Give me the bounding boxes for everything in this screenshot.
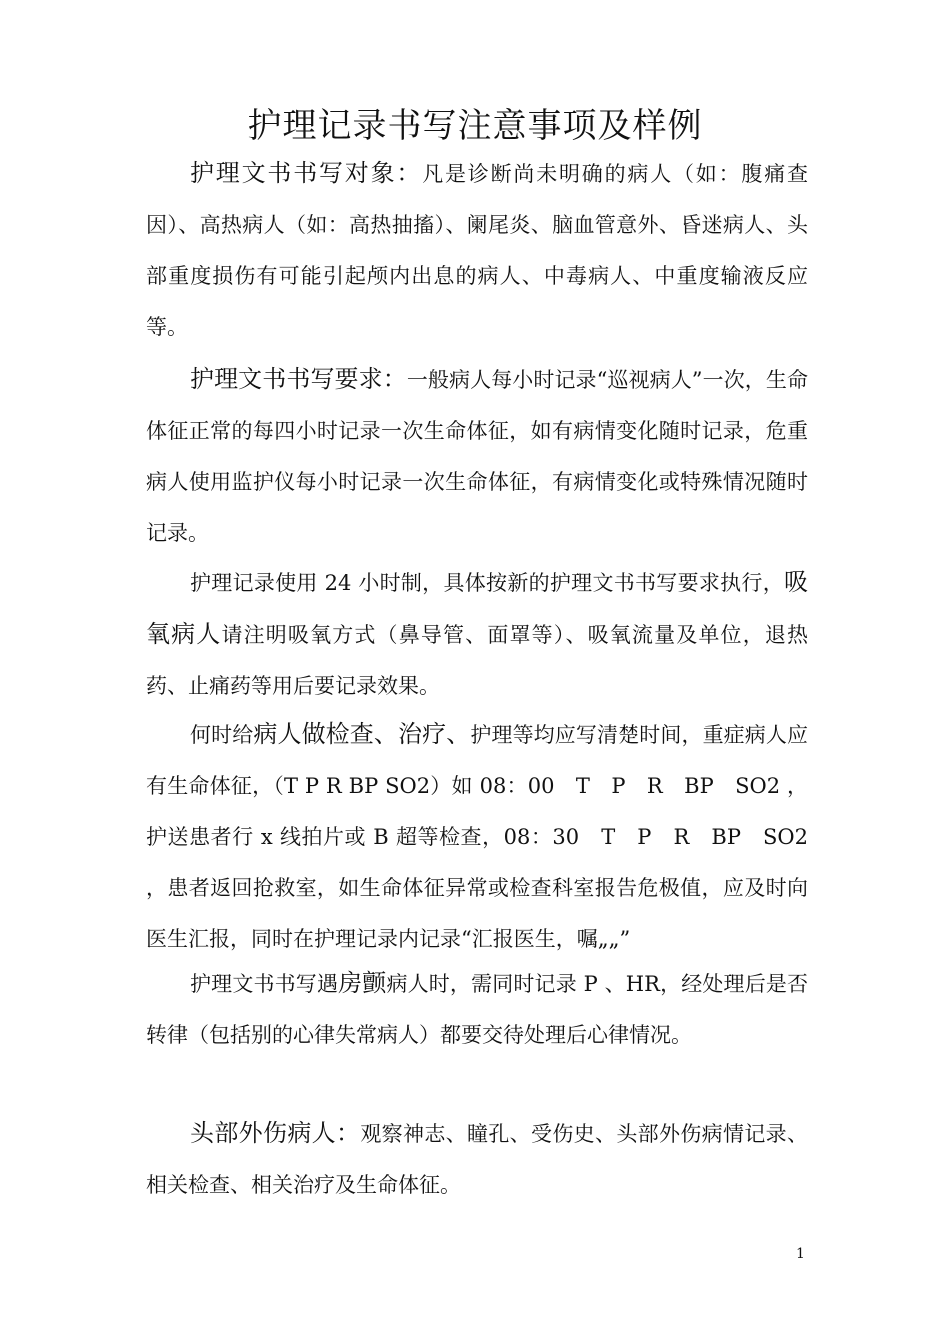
paragraph-exam-time-heading: 病人做检查、治疗、 <box>253 720 471 748</box>
page-number: 1 <box>796 1246 805 1262</box>
paragraph-head-injury <box>146 1108 808 1211</box>
paragraph-exam-time-text: 护理等均应写清楚时间，重症病人应有生命体征，（T P R BP SO2）如 08：00 T P R BP SO2 ，护送患者行 x 线拍片或 B 超等检查，08：30 T P R BP SO2 ，患者返回抢救室，如生命体征异常或检查科室报告危极值，应及时向医生汇报，同时在护理记录内记录“汇报医生，嘱„„” <box>146 723 809 951</box>
document-title: 护理记录书写注意事项及样例 <box>247 106 703 146</box>
paragraph-atrial-fibrillation-text: 病人时，需同时记录 P 、HR，经处理后是否转律（包括别的心律失常病人）都要交待处理后心律情况。 <box>146 972 809 1047</box>
paragraph-exam-time-prefix: 何时给 <box>190 723 254 747</box>
paragraph-requirements-text: 一般病人每小时记录“巡视病人”一次，生命体征正常的每四小时记录一次生命体征，如有病情变化随时记录，危重病人使用监护仪每小时记录一次生命体征，有病情变化或特殊情况随时记录。 <box>146 368 808 545</box>
paragraph-head-injury-heading: 头部外伤病人： <box>190 1119 361 1147</box>
paragraph-subjects <box>146 148 808 353</box>
paragraph-oxygen-text: 请注明吸氧方式（鼻导管、面罩等）、吸氧流量及单位，退热药、止痛药等用后要记录效果。 <box>146 623 809 698</box>
paragraph-oxygen <box>146 557 808 712</box>
paragraph-atrial-fibrillation <box>146 958 808 1061</box>
paragraph-oxygen-heading: 吸氧病人 <box>146 568 808 648</box>
paragraph-requirements-heading: 护理文书书写要求： <box>190 365 407 393</box>
paragraph-atrial-fibrillation-heading: 房颤 <box>338 969 387 997</box>
paragraph-head-injury-text: 观察神志、瞳孔、受伤史、头部外伤病情记录、相关检查、相关治疗及生命体征。 <box>146 1122 809 1197</box>
paragraph-subjects-text: 凡是诊断尚未明确的病人（如：腹痛查因）、高热病人（如：高热抽搐）、阑尾炎、脑血管意外、昏迷病人、头部重度损伤有可能引起颅内出息的病人、中毒病人、中重度输液反应等。 <box>146 162 809 339</box>
paragraph-requirements <box>146 354 808 559</box>
paragraph-atrial-fibrillation-prefix: 护理文书书写遇 <box>190 972 339 996</box>
paragraph-oxygen-prefix: 护理记录使用 24 小时制，具体按新的护理文书书写要求执行， <box>190 571 784 595</box>
paragraph-subjects-heading: 护理文书书写对象： <box>190 159 423 187</box>
paragraph-exam-time <box>146 709 808 965</box>
